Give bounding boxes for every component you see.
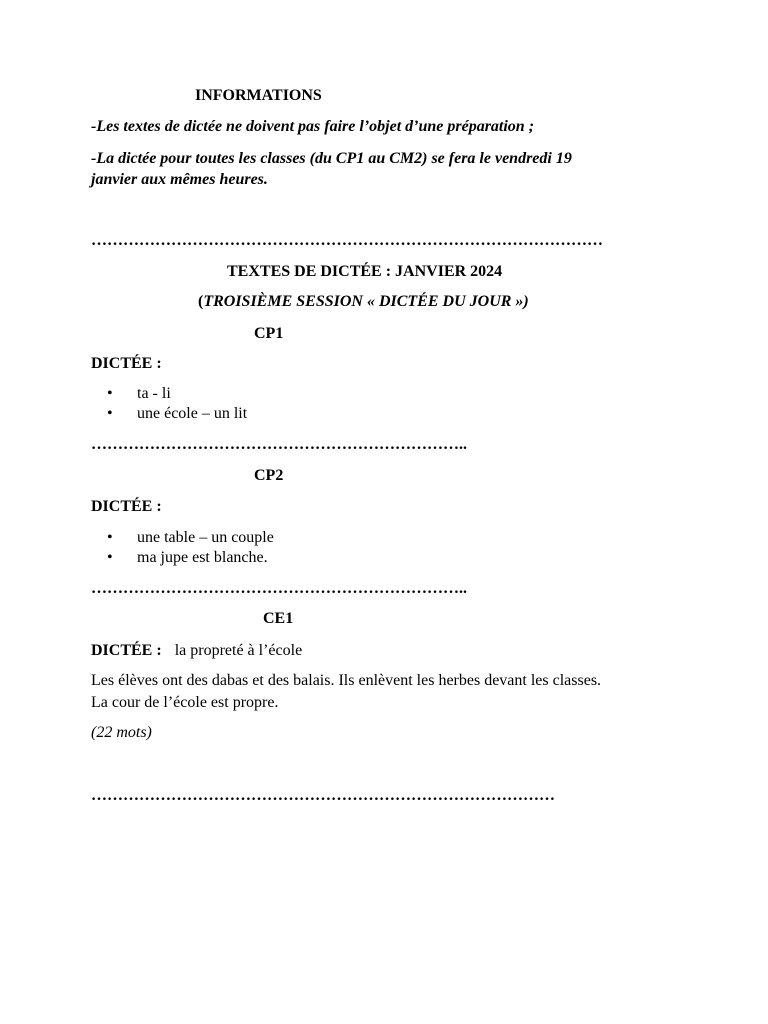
separator-dots: …………………………………………………………………………… [91,787,555,804]
info-line-2: -La dictée pour toutes les classes (du CP1 au CM2) se fera le vendredi 19 [91,150,572,167]
bullet-icon: • [107,549,113,566]
dictee-line-ce1 [91,641,302,661]
list-item [91,528,274,548]
session-subtitle [198,292,529,312]
dictee-label-cp1: DICTÉE : [91,355,162,372]
info-line-1: -Les textes de dictée ne doivent pas faire l’objet d’une préparation ; [91,118,535,135]
list-item-text: une école – un lit [137,405,248,422]
level-heading-cp1: CP1 [254,325,284,342]
info-line-2-continued: janvier aux mêmes heures. [91,171,268,188]
word-count: (22 mots) [91,724,152,741]
subtitle-italic: TROISIÈME SESSION « DICTÉE DU JOUR ») [203,293,529,310]
informations-title: INFORMATIONS [195,87,322,104]
dictation-title: TEXTES DE DICTÉE : JANVIER 2024 [227,263,503,280]
bullet-icon: • [107,529,113,546]
dictation-text-line-1: Les élèves ont des dabas et des balais. Ils enlèvent les herbes devant les classes. [91,672,602,689]
level-heading-ce1: CE1 [263,610,294,627]
list-item [91,384,247,404]
dictee-title-ce1: la propreté à l’école [174,642,303,659]
separator-dots: …………………………………………………………………………………… [91,232,603,249]
dictee-label-cp2: DICTÉE : [91,498,162,515]
separator-dots: …………………………………………………………….. [91,580,467,597]
bullet-icon: • [107,385,113,402]
bullet-icon: • [107,405,113,422]
list-item-text: ta - li [137,385,171,402]
dictation-text-line-2: La cour de l’école est propre. [91,694,279,711]
subtitle-paren: ( [198,293,204,310]
list-item [91,548,274,568]
dictee-label-ce1: DICTÉE : [91,642,162,659]
separator-dots: …………………………………………………………….. [91,436,467,453]
list-item-text: une table – un couple [137,529,274,546]
cp2-word-list [91,528,274,568]
list-item-text: ma jupe est blanche. [137,549,268,566]
cp1-word-list [91,384,247,424]
level-heading-cp2: CP2 [254,467,284,484]
list-item [91,404,247,424]
